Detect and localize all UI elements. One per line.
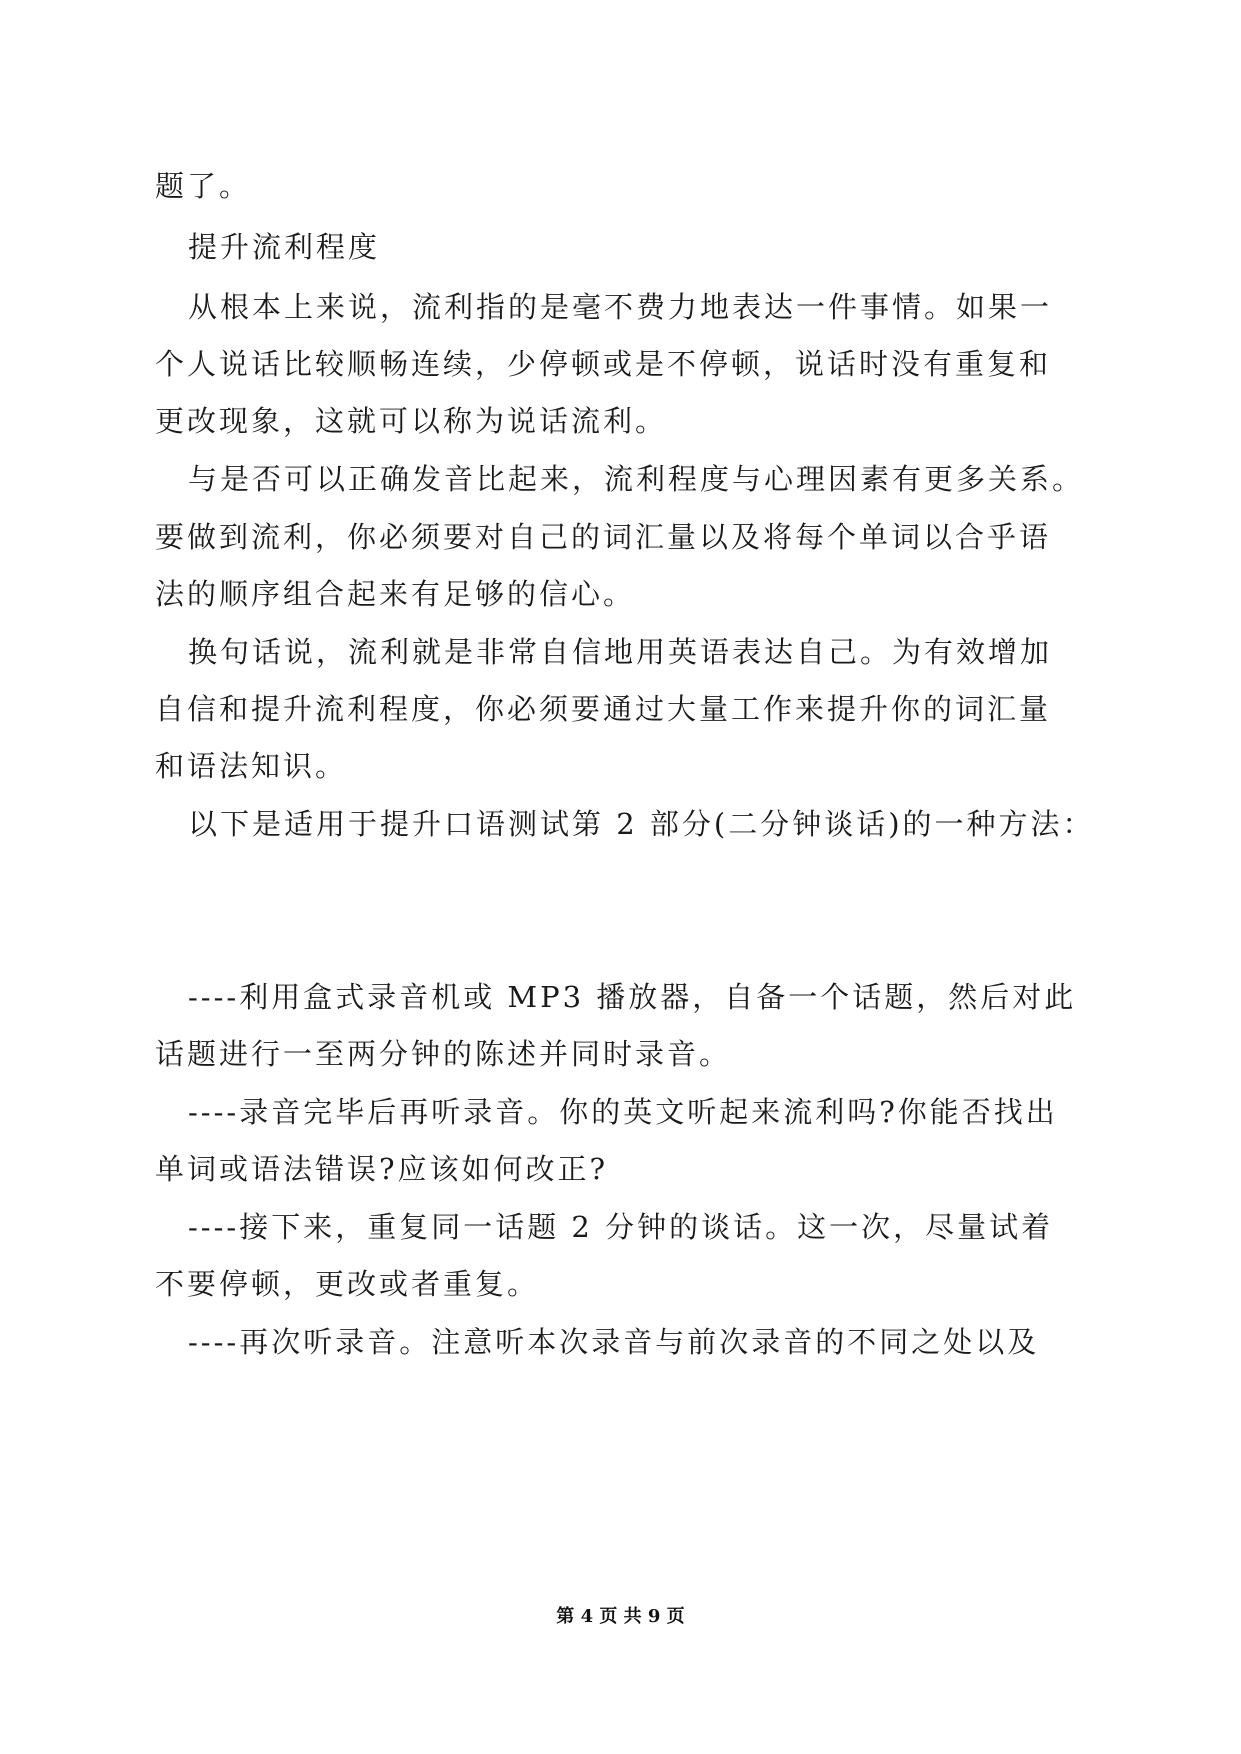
text-line: 与是否可以正确发音比起来，流利程度与心理因素有更多关系。	[188, 462, 1085, 496]
text-line: 更改现象，这就可以称为说话流利。	[155, 404, 668, 438]
text-line: ----接下来，重复同一话题 2 分钟的谈话。这一次，尽量试着	[188, 1210, 1054, 1244]
text-line: 从根本上来说，流利指的是毫不费力地表达一件事情。如果一	[188, 290, 1053, 324]
section-heading: 提升流利程度	[188, 230, 381, 264]
text-line: 题了。	[155, 169, 252, 203]
text-line: 单词或语法错误?应该如何改正?	[155, 1152, 609, 1186]
text-line: ----录音完毕后再听录音。你的英文听起来流利吗?你能否找出	[188, 1095, 1058, 1129]
text-line: 要做到流利，你必须要对自己的词汇量以及将每个单词以合乎语	[155, 520, 1052, 554]
text-line: ----再次听录音。注意听本次录音与前次录音的不同之处以及	[188, 1325, 1040, 1359]
text-line: 话题进行一至两分钟的陈述并同时录音。	[155, 1037, 732, 1071]
page-number-footer: 第 4 页 共 9 页	[556, 1606, 685, 1627]
text-line: 法的顺序组合起来有足够的信心。	[155, 577, 636, 611]
text-line: 换句话说，流利就是非常自信地用英语表达自己。为有效增加	[188, 635, 1053, 669]
text-line: ----利用盒式录音机或 MP3 播放器，自备一个话题，然后对此	[188, 980, 1077, 1014]
text-line: 不要停顿，更改或者重复。	[155, 1267, 540, 1301]
text-line: 以下是适用于提升口语测试第 2 部分(二分钟谈话)的一种方法：	[188, 807, 1095, 841]
text-line: 和语法知识。	[155, 749, 348, 783]
text-line: 自信和提升流利程度，你必须要通过大量工作来提升你的词汇量	[155, 692, 1052, 726]
text-line: 个人说话比较顺畅连续，少停顿或是不停顿，说话时没有重复和	[155, 347, 1052, 381]
